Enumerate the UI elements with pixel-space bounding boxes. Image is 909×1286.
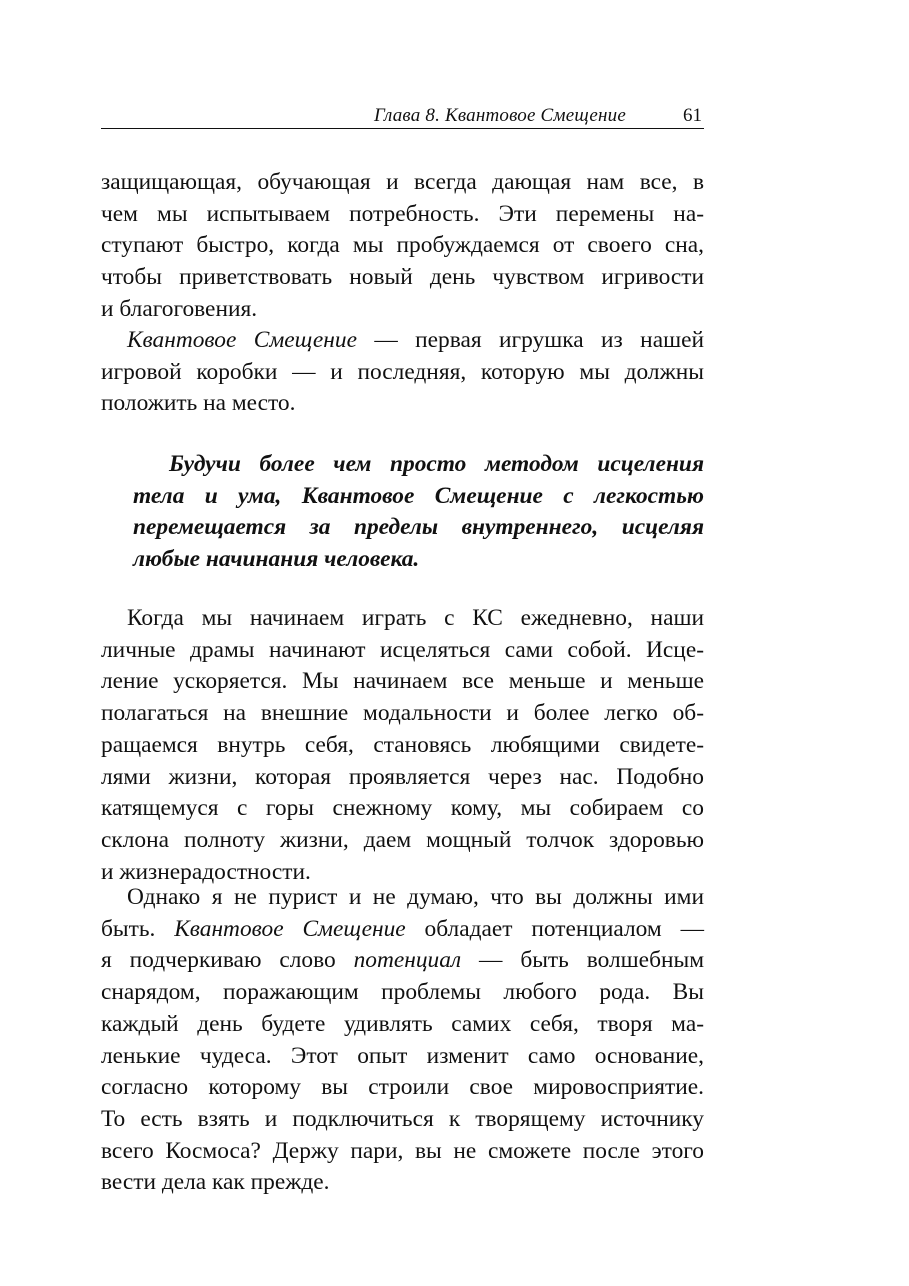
text-line: Однако я не пурист и не думаю, что вы должны ими bbox=[127, 884, 704, 910]
page-number: 61 bbox=[683, 105, 702, 126]
text-fragment: я подчеркиваю слово bbox=[101, 947, 354, 974]
italic-term: Квантовое Смещение bbox=[174, 915, 406, 942]
text-line: и жизнерадостности. bbox=[101, 858, 311, 885]
text-line: положить на место. bbox=[101, 390, 296, 417]
paragraph-1 bbox=[101, 167, 704, 326]
text-line: вести дела как прежде. bbox=[101, 1169, 330, 1196]
text-line bbox=[101, 945, 704, 977]
text-line: чтобы приветствовать новый день чувством игривости bbox=[101, 264, 704, 291]
running-header bbox=[101, 102, 704, 129]
italic-term: потенциал bbox=[353, 947, 462, 974]
book-page bbox=[101, 0, 704, 1286]
paragraph-2 bbox=[101, 325, 704, 420]
paragraph-3 bbox=[101, 603, 704, 888]
pull-quote bbox=[133, 449, 704, 575]
text-line bbox=[101, 325, 704, 357]
text-line: снарядом, поражающим проблемы любого рода. Вы bbox=[101, 979, 704, 1006]
text-line: Когда мы начинаем играть с КС ежедневно, наши bbox=[127, 605, 704, 631]
text-line: склона полноту жизни, даем мощный толчок здоровью bbox=[101, 826, 704, 853]
paragraph-4 bbox=[101, 882, 704, 1199]
text-line: ращаемся внутрь себя, становясь любящими свидете- bbox=[101, 731, 704, 758]
quote-line: перемещается за пределы внутреннего, исцеляя bbox=[133, 514, 704, 540]
text-fragment: быть. bbox=[101, 915, 175, 942]
text-fragment: обладает потенциалом — bbox=[405, 915, 704, 942]
text-line bbox=[101, 914, 704, 946]
text-line: личные драмы начинают исцеляться сами собой. Исце- bbox=[101, 636, 704, 663]
text-line: игровой коробки — и последняя, которую мы должны bbox=[101, 358, 704, 385]
text-line: согласно которому вы строили свое мировосприятие. bbox=[101, 1074, 704, 1101]
text-line: То есть взять и подключиться к творящему источнику bbox=[101, 1105, 704, 1132]
text-line: каждый день будете удивлять самих себя, творя ма- bbox=[101, 1010, 704, 1037]
quote-line: тела и ума, Квантовое Смещение с легкостью bbox=[133, 482, 704, 509]
text-line: чем мы испытываем потребность. Эти перемены на- bbox=[101, 200, 704, 227]
text-line: защищающая, обучающая и всегда дающая нам все, в bbox=[101, 169, 704, 195]
quote-line: Будучи более чем просто методом исцеления bbox=[169, 451, 704, 477]
quote-line: любые начинания человека. bbox=[133, 545, 420, 572]
chapter-title: Глава 8. Квантовое Смещение bbox=[374, 105, 626, 126]
text-line: и благоговения. bbox=[101, 295, 258, 322]
text-fragment: — быть волшебным bbox=[461, 947, 705, 974]
text-fragment: — первая игрушка из нашей bbox=[356, 327, 704, 353]
text-line: ление ускоряется. Мы начинаем все меньше и меньше bbox=[101, 668, 704, 695]
text-line: полагаться на внешние модальности и более легко об- bbox=[101, 700, 704, 727]
text-line: лями жизни, которая проявляется через нас. Подобно bbox=[101, 763, 704, 790]
text-line: ленькие чудеса. Этот опыт изменит само основание, bbox=[101, 1042, 704, 1069]
italic-term: Квантовое Смещение bbox=[127, 327, 357, 353]
text-line: катящемуся с горы снежному кому, мы собираем со bbox=[101, 795, 704, 822]
text-line: ступают быстро, когда мы пробуждаемся от своего сна, bbox=[101, 232, 704, 259]
text-line: всего Космоса? Держу пари, вы не сможете после этого bbox=[101, 1137, 704, 1164]
